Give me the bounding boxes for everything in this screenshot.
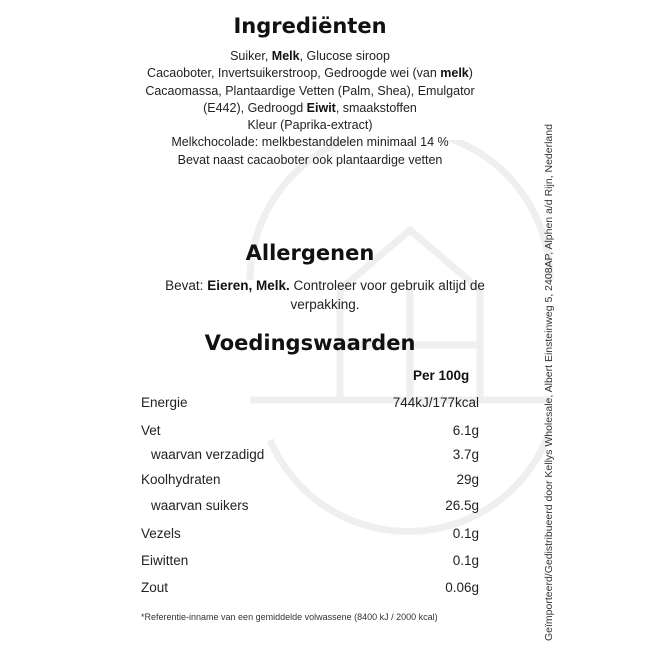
nutrition-value: 0.06g — [445, 580, 479, 595]
ingredients-heading: Ingrediënten — [233, 14, 387, 38]
nutrition-row-energie — [141, 395, 479, 415]
nutrition-label: waarvan verzadigd — [151, 447, 265, 462]
nutrition-label: waarvan suikers — [151, 498, 249, 513]
ingredients-line-7: Bevat naast cacaoboter ook plantaardige vetten — [177, 152, 443, 167]
nutrition-row-vet — [141, 423, 479, 443]
nutrition-value: 744kJ/177kcal — [392, 395, 479, 410]
nutrition-label: Zout — [141, 580, 169, 595]
nutrition-row-vezels — [141, 526, 479, 546]
ingredients-line-4: (E442), Gedroogd Eiwit, smaakstoffen — [203, 100, 417, 115]
nutrition-label: Eiwitten — [141, 553, 189, 568]
ingredients-list — [130, 48, 490, 169]
per-100g-header: Per 100g — [413, 368, 470, 383]
allergens-text: Bevat: Eieren, Melk. Controleer voor gebruik altijd de verpakking. — [165, 278, 485, 312]
nutrition-value: 6.1g — [452, 423, 479, 438]
ingredients-line-2: Cacaoboter, Invertsuikerstroop, Gedroogde wei (van melk) — [147, 66, 473, 81]
nutrition-label: Vezels — [141, 526, 181, 541]
nutrition-row-suikers — [141, 498, 479, 518]
nutrition-row-koolhydraten — [141, 472, 479, 492]
nutrition-heading: Voedingswaarden — [204, 331, 416, 355]
ingredients-line-1: Suiker, Melk, Glucose siroop — [230, 49, 390, 63]
importer-address: Geïmporteerd/Gedistribueerd door Kellys Wholesale, Albert Einsteinweg 5, 2408AP, Alphen a/d Rijn, Nederland — [543, 124, 555, 641]
ingredients-line-3: Cacaomassa, Plantaardige Vetten (Palm, Shea), Emulgator — [145, 83, 475, 98]
ingredients-line-5: Kleur (Paprika-extract) — [247, 118, 373, 133]
nutrition-value: 0.1g — [452, 553, 479, 568]
nutrition-value: 0.1g — [452, 526, 479, 541]
ingredients-line-6: Melkchocolade: melkbestanddelen minimaal 14 % — [171, 135, 449, 150]
nutrition-value: 26.5g — [445, 498, 479, 513]
allergens-heading: Allergenen — [245, 241, 375, 265]
nutrition-row-verzadigd — [141, 447, 479, 467]
nutrition-label: Energie — [141, 395, 188, 410]
nutrition-row-zout — [141, 580, 479, 600]
nutrition-value: 3.7g — [452, 447, 479, 462]
nutrition-label: Koolhydraten — [141, 472, 221, 487]
reference-footnote: *Referentie-inname van een gemiddelde volwassene (8400 kJ / 2000 kcal) — [141, 612, 438, 622]
nutrition-label: Vet — [141, 423, 161, 438]
nutrition-row-eiwitten — [141, 553, 479, 573]
nutrition-value: 29g — [456, 472, 479, 487]
